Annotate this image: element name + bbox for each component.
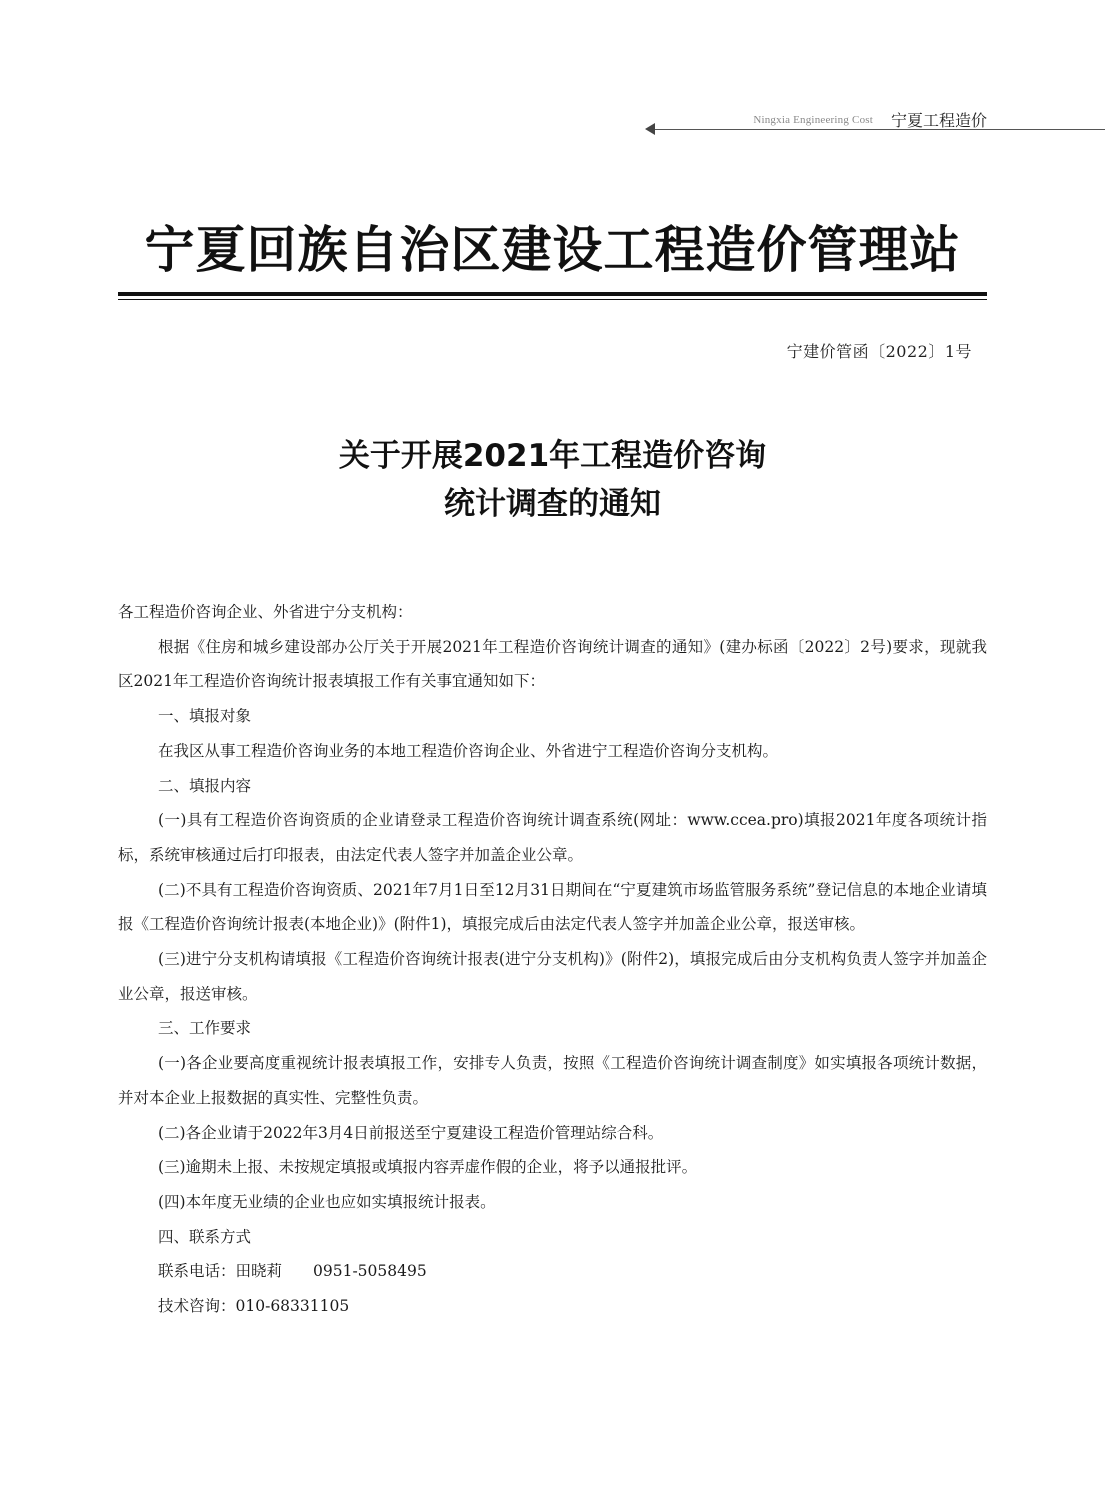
section-heading: 三、工作要求 [158, 1019, 252, 1038]
salutation: 各工程造价咨询企业、外省进宁分支机构： [118, 603, 413, 621]
section-heading: 四、联系方式 [158, 1227, 252, 1246]
issuer-masthead: 宁夏回族自治区建设工程造价管理站 [144, 221, 961, 279]
header-rule [655, 129, 1105, 130]
masthead-rule-thick [118, 292, 987, 296]
section-heading: 一、填报对象 [158, 707, 252, 726]
tech-consult: 技术咨询：010-68331105 [158, 1297, 350, 1316]
notice-title [0, 432, 1105, 528]
running-header [0, 106, 1105, 146]
paragraph: 在我区从事工程造价咨询业务的本地工程造价咨询企业、外省进宁工程造价咨询分支机构。 [158, 741, 779, 760]
arrow-left-icon [645, 123, 655, 135]
paragraph: (三)逾期未上报、未按规定填报或填报内容弄虚作假的企业，将予以通报批评。 [158, 1158, 698, 1177]
paragraph: (二)不具有工程造价咨询资质、2021年7月1日至12月31日期间在“宁夏建筑市场监管服务系统”登记信息的本地企业请填报《工程造价咨询统计报表(本地企业)》(附件1)，填报完成后由法定代表人签字并加盖企业公章，报送审核。 [118, 880, 987, 934]
contact-phone: 联系电话：田晓莉 0951-5058495 [158, 1262, 427, 1281]
journal-name-chinese: 宁夏工程造价 [890, 111, 987, 130]
section-heading: 二、填报内容 [158, 776, 252, 795]
title-line-1: 关于开展2021年工程造价咨询 [338, 438, 767, 474]
intro-paragraph: 根据《住房和城乡建设部办公厅关于开展2021年工程造价咨询统计调查的通知》(建办标函〔2022〕2号)要求，现就我区2021年工程造价咨询统计报表填报工作有关事宜通知如下： [118, 637, 987, 691]
journal-name-english: Ningxia Engineering Cost [753, 114, 873, 126]
paragraph: (一)各企业要高度重视统计报表填报工作，安排专人负责，按照《工程造价咨询统计调查制度》如实填报各项统计数据，并对本企业上报数据的真实性、完整性负责。 [118, 1054, 987, 1107]
paragraph: (二)各企业请于2022年3月4日前报送至宁夏建设工程造价管理站综合科。 [158, 1123, 664, 1142]
title-line-2: 统计调查的通知 [444, 486, 661, 522]
document-number: 宁建价管函〔2022〕1号 [786, 342, 972, 361]
paragraph: (一)具有工程造价咨询资质的企业请登录工程造价咨询统计调查系统(网址：www.ccea.pro)填报2021年度各项统计指标，系统审核通过后打印报表，由法定代表人签字并加盖企业公章。 [118, 811, 987, 864]
masthead-rule-thin [118, 299, 987, 300]
paragraph: (三)进宁分支机构请填报《工程造价咨询统计报表(进宁分支机构)》(附件2)，填报完成后由分支机构负责人签字并加盖企业公章，报送审核。 [118, 950, 987, 1003]
notice-body [118, 595, 987, 1324]
paragraph: (四)本年度无业绩的企业也应如实填报统计报表。 [158, 1192, 496, 1211]
